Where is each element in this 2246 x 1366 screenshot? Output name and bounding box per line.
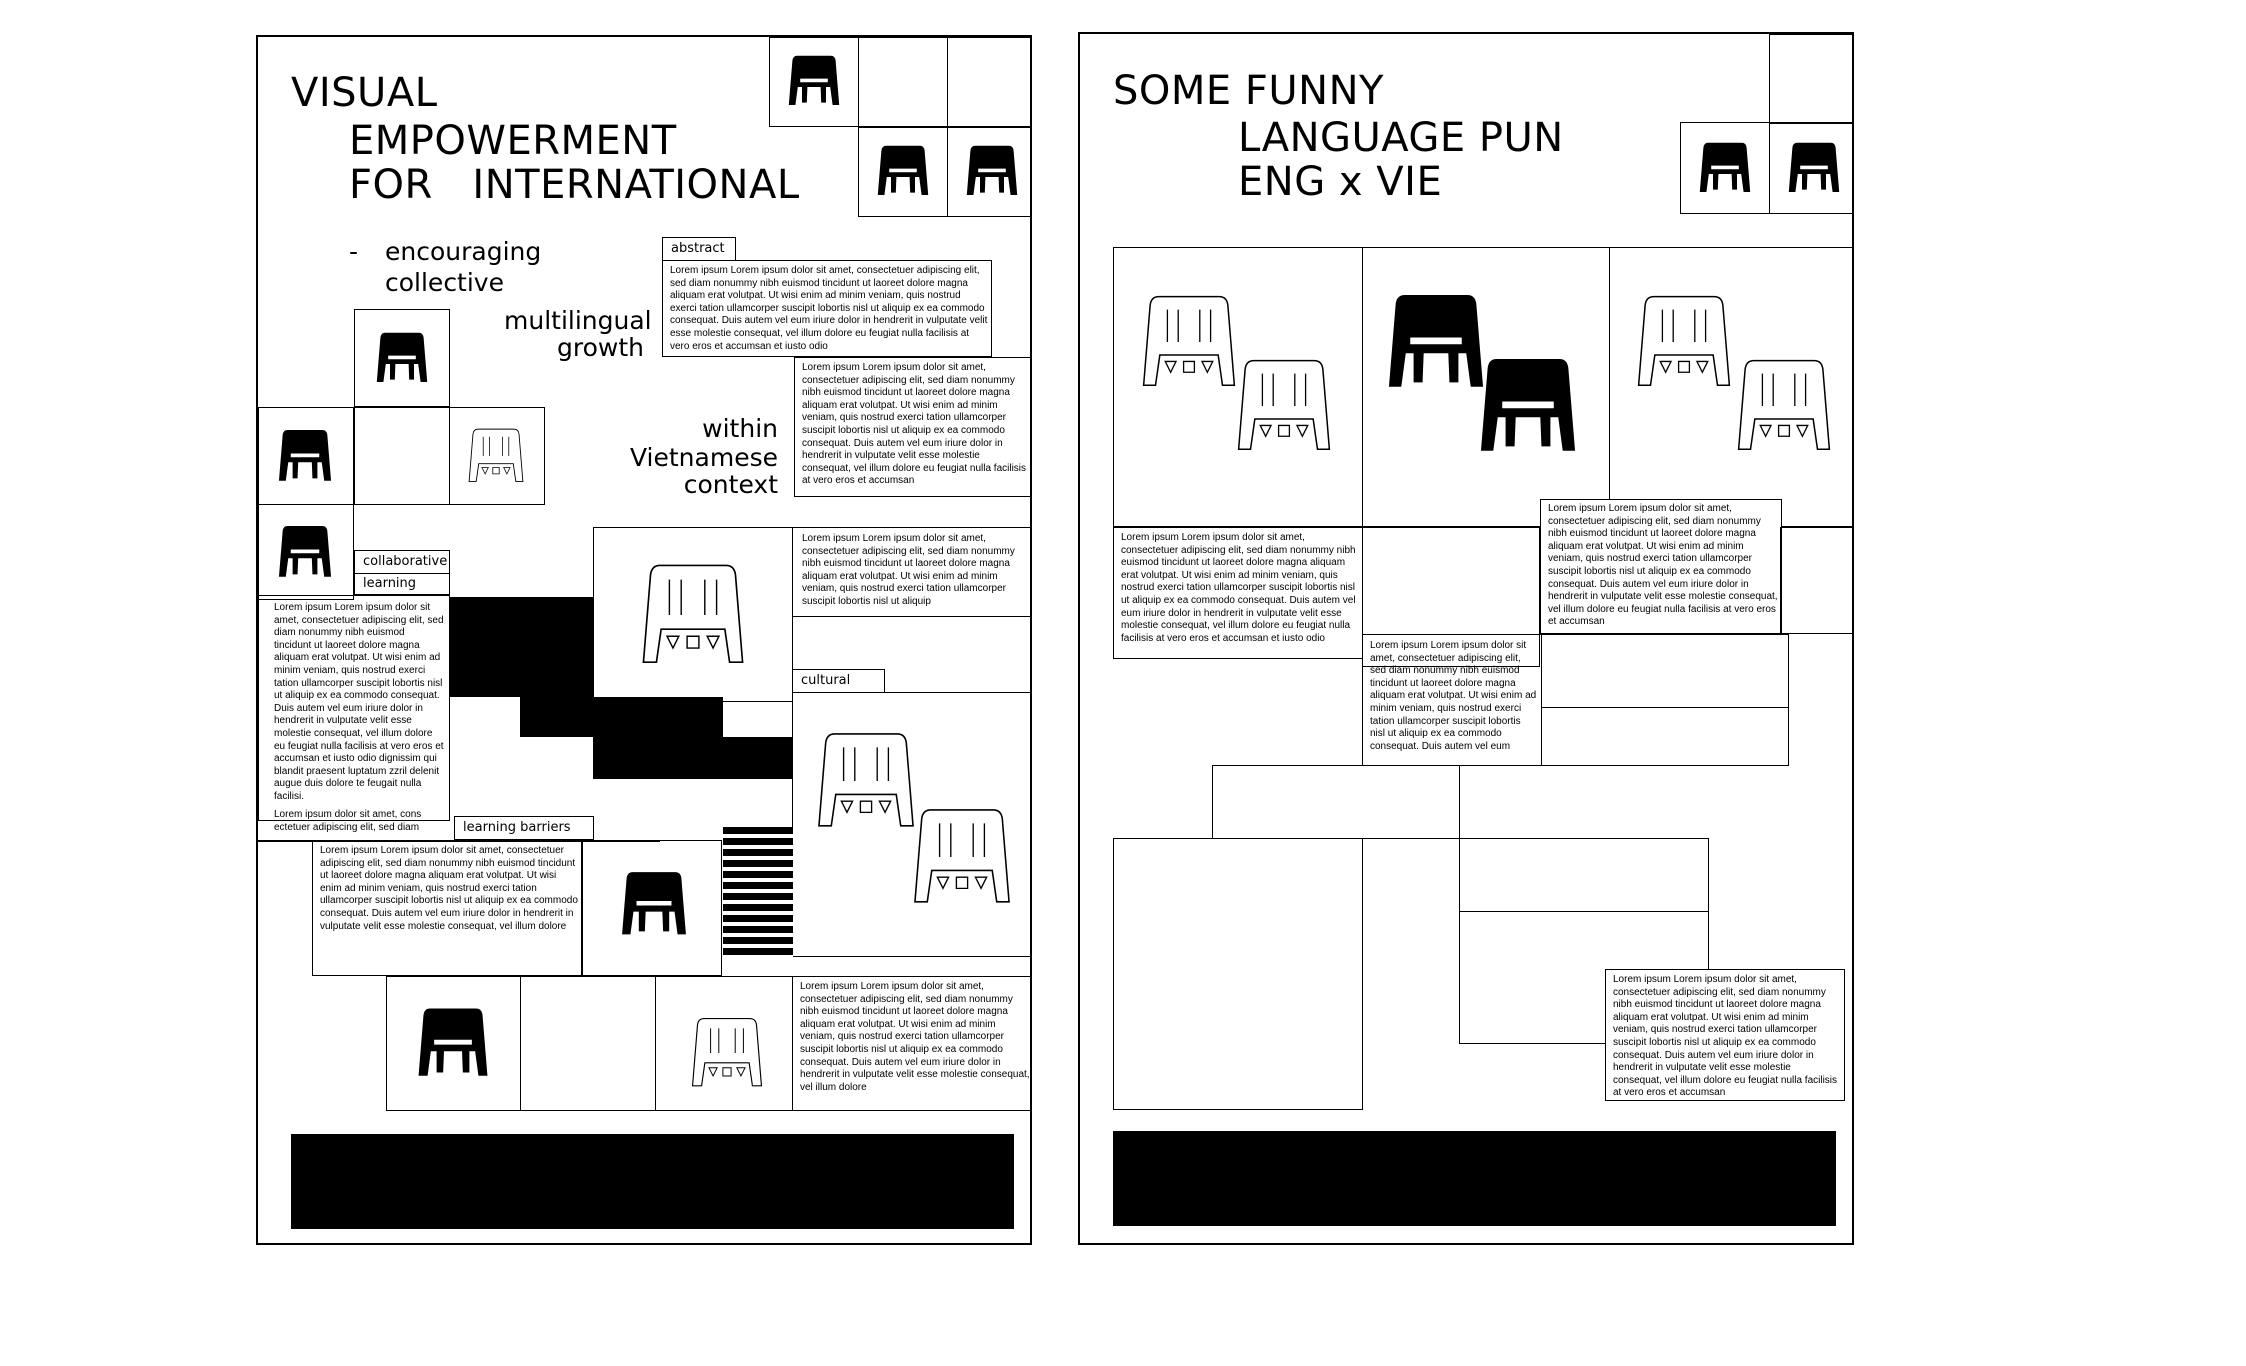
label-abstract: abstract xyxy=(662,237,736,261)
plastic-stool-solid-icon xyxy=(412,991,494,1095)
plastic-stool-solid-icon xyxy=(1472,336,1584,476)
lorem-text: Lorem ipsum Lorem ipsum dolor sit amet, consectetuer adipiscing elit, sed diam nonummy nibh euismod tincidunt ut laoreet dolore magna aliquam erat volutpat. Ut wisi enim ad minim veniam, quis nostrud exerci tation ullamcorper suscipit lobortis nisl ut aliquip ex ea commodo consequat. Duis autem vel eum iriure dolor in hendrerit in vulputate velit esse molestie consequat, vel illum dolore xyxy=(320,845,578,932)
grid-cell xyxy=(354,407,450,505)
phrase-word: Vietnamese xyxy=(630,443,778,472)
plastic-stool-outline-icon xyxy=(906,789,1018,925)
phrase-word: growth xyxy=(557,333,644,362)
phrase-word: multilingual xyxy=(504,306,652,335)
plastic-stool-solid-icon xyxy=(274,514,336,590)
grid-cell xyxy=(1541,634,1789,708)
grid-cell xyxy=(1459,838,1709,912)
label-learning-barriers: learning barriers xyxy=(454,816,594,840)
poster-title-line: EMPOWERMENT xyxy=(349,118,677,164)
plastic-stool-solid-icon xyxy=(616,854,692,954)
grid-cell xyxy=(1541,707,1789,766)
lorem-text: Lorem ipsum Lorem ipsum dolor sit amet, consectetuer adipiscing elit, sed diam nonummy nibh euismod tincidunt ut laoreet dolore magna aliquam erat volutpat. Ut wisi enim ad minim veniam, quis nostrud exerci tation ullamcorper suscipit lobortis nisl ut aliquip ex ea commodo consequat. Duis autem vel eum xyxy=(1370,640,1537,752)
footer-black-bar xyxy=(291,1134,1014,1229)
lorem-text: Lorem ipsum Lorem ipsum dolor sit amet, consectetuer adipiscing elit, sed diam nonummy nibh euismod tincidunt ut laoreet dolore magna aliquam erat volutpat. Ut wisi enim ad minim veniam, quis nostrud exerci tation ullamcorper suscipit lobortis nisl ut aliquip xyxy=(802,533,1015,607)
striped-block xyxy=(723,827,793,957)
dash-marker: - xyxy=(349,237,359,266)
phrase-word: encouraging xyxy=(385,237,542,266)
phrase-word: collective xyxy=(385,268,504,297)
poster-title-line: LANGUAGE PUN xyxy=(1238,115,1564,161)
lorem-text: Lorem ipsum dolor sit amet, cons ectetuer adipiscing elit, sed diam xyxy=(274,809,422,833)
plastic-stool-outline-icon xyxy=(1730,336,1838,476)
plastic-stool-solid-icon xyxy=(962,135,1022,207)
plastic-stool-solid-icon xyxy=(372,321,432,395)
plastic-stool-solid-icon xyxy=(873,135,933,207)
phrase-word: within xyxy=(702,414,778,443)
lorem-text: Lorem ipsum Lorem ipsum dolor sit amet, consectetuer adipiscing elit, sed diam nonummy nibh euismod tincidunt ut laoreet dolore magna aliquam erat volutpat. Ut wisi enim ad minim veniam, quis nostrud exerci tation ullamcorper suscipit lobortis nisl ut aliquip ex ea commodo consequat. Duis autem vel eum iriure dolor in hendrerit in vulputate velit esse molestie consequat, vel illum dolore eu feugiat nulla facilisis at vero eros et accumsan xyxy=(1548,503,1778,628)
lorem-text: Lorem ipsum Lorem ipsum dolor sit amet, consectetuer adipiscing elit, sed diam nonummy nibh euismod tincidunt ut laoreet dolore magna aliquam erat volutpat. Ut wisi enim ad minim veniam, quis nostrud exerci tation ullamcorper suscipit lobortis nisl ut aliquip ex ea commodo consequat. Duis autem vel eum iriure dolor in hendrerit in vulputate velit esse molestie consequat, vel illum dolore xyxy=(800,981,1030,1093)
lorem-text: Lorem ipsum Lorem ipsum dolor sit amet, consectetuer adipiscing elit, sed diam nonummy nibh euismod tincidunt ut laoreet dolore magna aliquam erat volutpat. Ut wisi enim ad minim veniam, quis nostrud exerci tation ullamcorper suscipit lobortis nisl ut aliquip ex ea commodo consequat. Duis autem vel eum iriure dolor in hendrerit in vulputate velit esse molestie consequat, vel illum dolore eu feugiat nulla facilisis at vero eros et accumsan et iusto odio dignissim qui blandit praesent luptatum zzril delenit augue duis dolore te feugait nulla facilisi. xyxy=(274,602,444,802)
lorem-text: Lorem ipsum Lorem ipsum dolor sit amet, consectetuer adipiscing elit, sed diam nonummy nibh euismod tincidunt ut laoreet dolore magna aliquam erat volutpat. Ut wisi enim ad minim veniam, quis nostrud exerci tation ullamcorper suscipit lobortis nisl ut aliquip ex ea commodo consequat. Duis autem vel eum iriure dolor in hendrerit in vulputate velit esse molestie consequat, vel illum dolore eu feugiat nulla facilisis at vero eros et accumsan xyxy=(1613,974,1838,1099)
poster-visual-empowerment xyxy=(256,35,1032,1245)
plastic-stool-solid-icon xyxy=(784,45,844,117)
label-learning: learning xyxy=(354,573,450,595)
phrase-word: context xyxy=(683,470,778,499)
poster-language-pun xyxy=(1078,32,1854,1245)
grid-cell xyxy=(1212,765,1460,839)
black-block xyxy=(593,697,723,779)
poster-title-line: SOME FUNNY xyxy=(1113,68,1384,114)
grid-cell xyxy=(947,37,1032,127)
black-block xyxy=(723,737,793,779)
poster-title-line: ENG x VIE xyxy=(1238,159,1443,205)
plastic-stool-solid-icon xyxy=(1784,132,1844,204)
plastic-stool-outline-icon xyxy=(464,419,528,493)
label-collaborative: collaborative xyxy=(354,550,450,574)
grid-cell xyxy=(858,37,948,127)
black-block xyxy=(450,597,593,697)
footer-black-bar xyxy=(1113,1131,1836,1226)
grid-cell xyxy=(1113,838,1363,1110)
plastic-stool-outline-icon xyxy=(1230,336,1338,476)
grid-cell xyxy=(1780,527,1854,634)
plastic-stool-outline-icon xyxy=(634,545,752,685)
plastic-stool-outline-icon xyxy=(1630,272,1738,412)
label-cultural: cultural xyxy=(792,669,885,693)
poster-title-line: VISUAL xyxy=(291,70,438,116)
plastic-stool-outline-icon xyxy=(1135,272,1243,412)
lorem-text: Lorem ipsum Lorem ipsum dolor sit amet, consectetuer adipiscing elit, sed diam nonummy nibh euismod tincidunt ut laoreet dolore magna aliquam erat volutpat. Ut wisi enim ad minim veniam, quis nostrud exerci tation ullamcorper suscipit lobortis nisl ut aliquip ex ea commodo consequat. Duis autem vel eum iriure dolor in hendrerit in vulputate velit esse molestie consequat, vel illum dolore eu feugiat nulla facilisis at vero eros et accumsan et iusto odio xyxy=(1121,532,1356,644)
plastic-stool-solid-icon xyxy=(274,418,336,494)
lorem-text: Lorem ipsum Lorem ipsum dolor sit amet, consectetuer adipiscing elit, sed diam nonummy nibh euismod tincidunt ut laoreet dolore magna aliquam erat volutpat. Ut wisi enim ad minim veniam, quis nostrud exerci tation ullamcorper suscipit lobortis nisl ut aliquip ex ea commodo consequat. Duis autem vel eum iriure dolor in hendrerit in vulputate velit esse molestie consequat, vel illum dolore eu feugiat nulla facilisis at vero eros et accumsan xyxy=(802,362,1027,487)
plastic-stool-outline-icon xyxy=(686,1003,768,1103)
grid-cell xyxy=(1769,34,1854,124)
plastic-stool-solid-icon xyxy=(1695,132,1755,204)
grid-cell xyxy=(520,976,656,1111)
poster-title-line: FOR INTERNATIONAL xyxy=(349,162,800,208)
lorem-abstract: Lorem ipsum Lorem ipsum dolor sit amet, consectetuer adipiscing elit, sed diam nonummy nibh euismod tincidunt ut laoreet dolore magna aliquam erat volutpat. Ut wisi enim ad minim veniam, quis nostrud exerci tation ullamcorper suscipit lobortis nisl ut aliquip ex ea commodo consequat. Duis autem vel eum iriure dolor in hendrerit in vulputate velit esse molestie consequat, vel illum dolore eu feugiat nulla facilisis at vero eros et accumsan et iusto odio xyxy=(670,265,988,352)
